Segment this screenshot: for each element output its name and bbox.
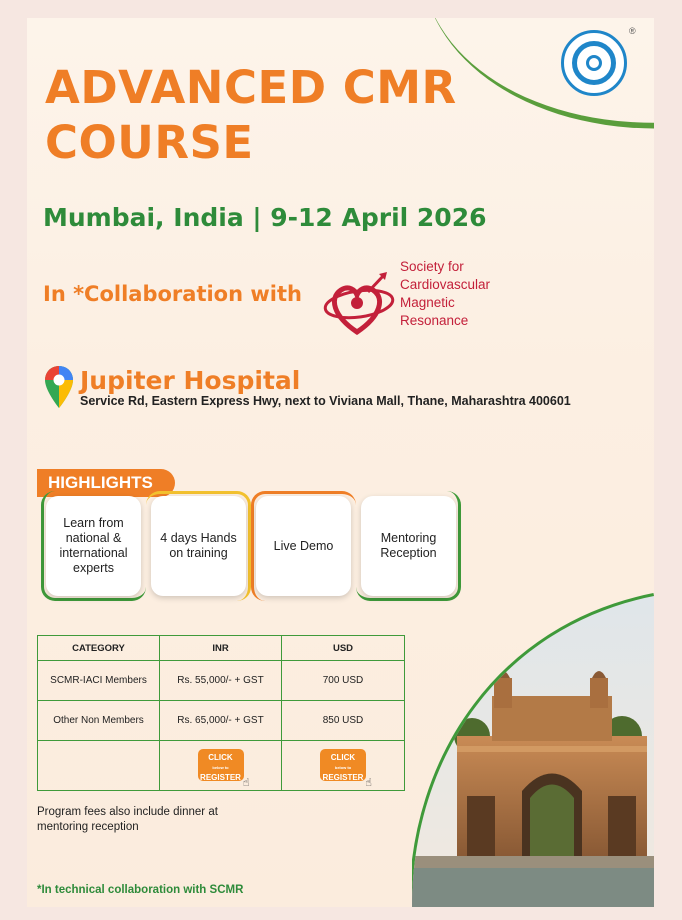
register-button-line1: CLICK (208, 752, 233, 762)
scmr-line: Cardiovascular (400, 277, 491, 292)
register-button-usd[interactable] (320, 749, 372, 789)
registered-mark: ® (629, 26, 636, 36)
header-inr: INR (160, 636, 282, 661)
inr-cell: Rs. 65,000/- + GST (160, 701, 282, 741)
usd-cell: 700 USD (282, 661, 405, 701)
register-button-line2: REGISTER (200, 772, 241, 782)
register-button-inr[interactable] (198, 749, 250, 789)
highlight-card: Mentoring Reception (361, 496, 456, 596)
highlight-card: Learn from national & international experts (46, 496, 141, 596)
inr-cell: Rs. 55,000/- + GST (160, 661, 282, 701)
course-poster (27, 18, 654, 907)
gateway-of-india-image (412, 586, 654, 907)
map-pin-icon (43, 364, 75, 410)
scmr-heart-logo-icon (313, 264, 397, 348)
fee-note: Program fees also include dinner at mentoring reception (37, 806, 218, 833)
collaboration-label: In *Collaboration with (43, 282, 302, 306)
header-category: CATEGORY (38, 636, 160, 661)
category-cell: SCMR-IACI Members (38, 661, 160, 701)
category-cell: Other Non Members (38, 701, 160, 741)
title-line-2: COURSE (45, 116, 254, 169)
usd-cell: 850 USD (282, 701, 405, 741)
highlights-heading: HIGHLIGHTS (37, 469, 175, 497)
location-date: Mumbai, India | 9-12 April 2026 (43, 203, 487, 232)
fees-table (37, 635, 405, 791)
table-header-row (38, 636, 405, 661)
scmr-society-name (400, 258, 490, 330)
table-row (38, 741, 405, 791)
course-title (45, 60, 457, 170)
hand-cursor-icon: ☝ (365, 776, 372, 789)
logo-emblem-icon (572, 41, 616, 85)
title-line-1: ADVANCED CMR (45, 61, 457, 114)
highlight-card: 4 days Hands on training (151, 496, 246, 596)
usd-register-cell (282, 741, 405, 791)
scmr-line: Magnetic (400, 295, 455, 310)
register-button-line1: CLICK (330, 752, 356, 762)
header-usd: USD (282, 636, 405, 661)
organization-logo (561, 30, 627, 96)
empty-cell (38, 741, 160, 791)
scmr-line: Society for (400, 259, 464, 274)
hand-cursor-icon: ☝ (242, 776, 250, 789)
register-button-small: below to (212, 764, 229, 770)
scmr-line: Resonance (400, 313, 469, 328)
top-swoosh-decoration (422, 18, 654, 161)
inr-register-cell (160, 741, 282, 791)
register-button-line2: REGISTER (322, 772, 364, 782)
technical-collaboration-note: *In technical collaboration with SCMR (37, 884, 244, 896)
venue-address: Service Rd, Eastern Express Hwy, next to Viviana Mall, Thane, Maharashtra 400601 (80, 394, 571, 408)
table-row (38, 661, 405, 701)
table-row (38, 701, 405, 741)
venue-name: Jupiter Hospital (80, 366, 301, 395)
highlight-card: Live Demo (256, 496, 351, 596)
register-button-small: below to (334, 764, 352, 770)
